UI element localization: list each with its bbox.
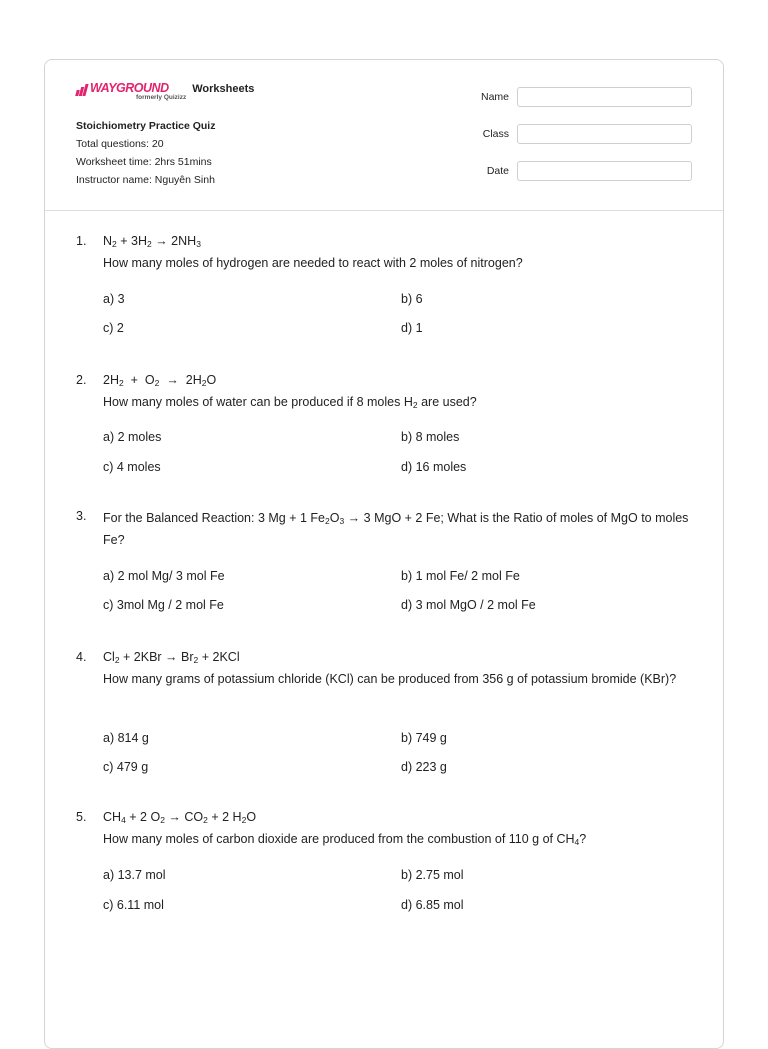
question-equation: $CH_4 + 2$ $O_2 \to CO_2 + 2$ $H_2O$ xyxy=(103,810,257,825)
logo-subtitle: formerly Quizizz xyxy=(136,94,187,101)
question-text: How many moles of carbon dioxide are produced from the combustion of 110 g of $CH_4$? xyxy=(103,832,587,847)
option-c[interactable]: c) 2 xyxy=(103,321,124,335)
option-a[interactable]: a) 2 moles xyxy=(103,430,162,444)
date-label: Date xyxy=(486,165,509,177)
question-text: How many moles of water can be produced if 8 moles $H_2$ are used? xyxy=(103,395,477,410)
quiz-title: Stoichiometry Practice Quiz xyxy=(76,120,216,132)
option-c[interactable]: c) 479 g xyxy=(103,760,149,774)
worksheet-header xyxy=(45,60,723,211)
total-questions: Total questions: 20 xyxy=(76,138,164,150)
option-c[interactable]: c) 3mol Mg / 2 mol Fe xyxy=(103,598,224,612)
option-b[interactable]: b) 6 xyxy=(401,292,423,306)
question-text: How many grams of potassium chloride (KCl) can be produced from 356 g of potassium bromide (KBr)? xyxy=(103,672,677,686)
option-d[interactable]: d) 6.85 mol xyxy=(401,898,464,912)
option-b[interactable]: b) 2.75 mol xyxy=(401,868,464,882)
option-c[interactable]: c) 6.11 mol xyxy=(103,898,164,912)
option-d[interactable]: d) 1 xyxy=(401,321,423,335)
option-b[interactable]: b) 1 mol Fe/ 2 mol Fe xyxy=(401,569,520,583)
question-number: 2. xyxy=(76,373,87,387)
question-equation: $2H_2 + O_2 \to 2H_2O$ xyxy=(103,373,217,388)
option-c[interactable]: c) 4 moles xyxy=(103,460,161,474)
name-label: Name xyxy=(480,91,509,103)
question-equation: $N_2 + 3H_2 \to 2NH_3$ xyxy=(103,234,201,249)
worksheet-card xyxy=(44,59,724,1049)
app-label: Worksheets xyxy=(192,83,255,95)
question-number: 4. xyxy=(76,650,87,664)
logo-mark-icon xyxy=(76,84,87,96)
option-d[interactable]: d) 223 g xyxy=(401,760,447,774)
worksheet-time: Worksheet time: 2hrs 51mins xyxy=(76,156,212,168)
question-number: 1. xyxy=(76,234,87,248)
class-label: Class xyxy=(482,128,509,140)
question-text: How many moles of hydrogen are needed to react with 2 moles of nitrogen? xyxy=(103,256,523,270)
name-field[interactable] xyxy=(517,87,692,107)
question-number: 5. xyxy=(76,810,87,824)
instructor-name: Instructor name: Nguyên Sinh xyxy=(76,174,215,186)
wayground-logo xyxy=(76,82,254,101)
option-a[interactable]: a) 2 mol Mg/ 3 mol Fe xyxy=(103,569,225,583)
option-d[interactable]: d) 16 moles xyxy=(401,460,467,474)
option-a[interactable]: a) 13.7 mol xyxy=(103,868,166,882)
class-field[interactable] xyxy=(517,124,692,144)
option-a[interactable]: a) 814 g xyxy=(103,731,149,745)
question-text: For the Balanced Reaction: 3 Mg + 1 $Fe_2O_3 \to 3$ MgO + 2 Fe; What is the Ratio of moles of MgO to moles Fe? xyxy=(103,511,689,547)
option-d[interactable]: d) 3 mol MgO / 2 mol Fe xyxy=(401,598,536,612)
question-number: 3. xyxy=(76,509,87,523)
date-field[interactable] xyxy=(517,161,692,181)
question-equation: $Cl_2 + 2KBr \to Br_2 + 2KCl$ xyxy=(103,650,240,665)
option-b[interactable]: b) 749 g xyxy=(401,731,447,745)
logo-wordmark: WAYGROUND xyxy=(90,81,169,95)
option-a[interactable]: a) 3 xyxy=(103,292,125,306)
option-b[interactable]: b) 8 moles xyxy=(401,430,460,444)
